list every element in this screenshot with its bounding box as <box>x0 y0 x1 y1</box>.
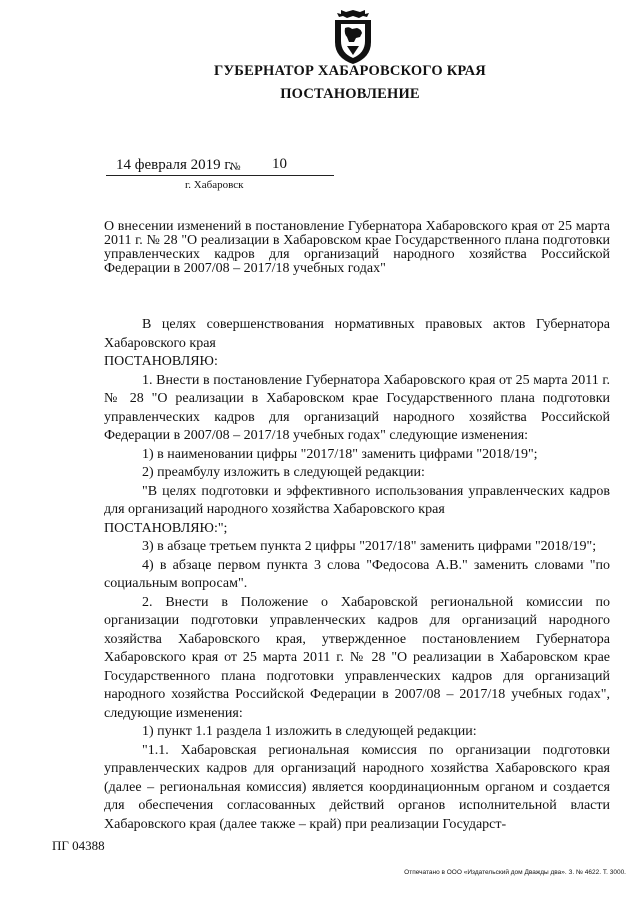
paragraph: 4) в абзаце первом пункта 3 слова "Федосова А.В." заменить словами "по социальным вопросам". <box>104 557 610 591</box>
date-underline <box>106 175 334 176</box>
paragraph: "1.1. Хабаровская региональная комиссия по организации подготовки управленческих кадров для организаций народного хозяйства Хабаровского края (далее – региональная комиссия) является координационным органом и создается для обеспечения согласованных действий органов исполнительной власти Хабаровского края (далее также – край) при реализации Государст- <box>104 742 610 832</box>
document-date: 14 февраля 2019 г. <box>116 157 233 173</box>
coat-of-arms-emblem <box>329 8 377 66</box>
paragraph: ПОСТАНОВЛЯЮ: <box>104 354 218 369</box>
paragraph: 1) в наименовании цифры "2017/18" заменить цифрами "2018/19"; <box>142 446 538 462</box>
paragraph: 2. Внести в Положение о Хабаровской региональной комиссии по организации подготовки управленческих кадров для организаций народного хозяйства Хабаровского края, утвержденное постановлением Губернатора Хабаровского края от 25 марта 2011 г. № 28 "О реализации в Хабаровском крае Государственного плана подготовки управленческих кадров для организаций народного хозяйства Российской Федерации в 2007/08 – 2017/18 учебных годах", следующие изменения: <box>104 594 610 721</box>
document-subject: О внесении изменений в постановление Губернатора Хабаровского края от 25 марта 2011 г. № 28 "О реализации в Хабаровском крае Государственного плана подготовки управленческих кадров для организаций народного хозяйства Российской Федерации в 2007/08 – 2017/18 учебных годах" <box>104 219 610 276</box>
document-body <box>104 316 610 834</box>
city-label: г. Хабаровск <box>185 179 244 191</box>
document-number: 10 <box>272 156 287 172</box>
issuer-title: ГУБЕРНАТОР ХАБАРОВСКОГО КРАЯ <box>214 63 486 79</box>
paragraph: 1) пункт 1.1 раздела 1 изложить в следующей редакции: <box>142 724 477 739</box>
document-code: ПГ 04388 <box>52 838 105 853</box>
paragraph: "В целях подготовки и эффективного использования управленческих кадров для организаций народного хозяйства Хабаровского края <box>104 483 610 517</box>
number-sign: № <box>230 161 241 173</box>
document-type: ПОСТАНОВЛЕНИЕ <box>280 86 420 102</box>
printer-imprint: Отпечатано в ООО «Издательский дом Дважды два». З. № 4622. Т. 3000. <box>404 869 626 876</box>
paragraph: ПОСТАНОВЛЯЮ:"; <box>104 520 228 536</box>
paragraph: 2) преамбулу изложить в следующей редакции: <box>142 465 425 480</box>
paragraph: 1. Внести в постановление Губернатора Хабаровского края от 25 марта 2011 г. № 28 "О реализации в Хабаровском крае Государственного плана подготовки управленческих кадров для организаций народного хозяйства Российской Федерации в 2007/08 – 2017/18 учебных годах" следующие изменения: <box>104 372 610 443</box>
paragraph: 3) в абзаце третьем пункта 2 цифры "2017/18" заменить цифрами "2018/19"; <box>142 539 597 554</box>
paragraph: В целях совершенствования нормативных правовых актов Губернатора Хабаровского края <box>104 317 610 351</box>
